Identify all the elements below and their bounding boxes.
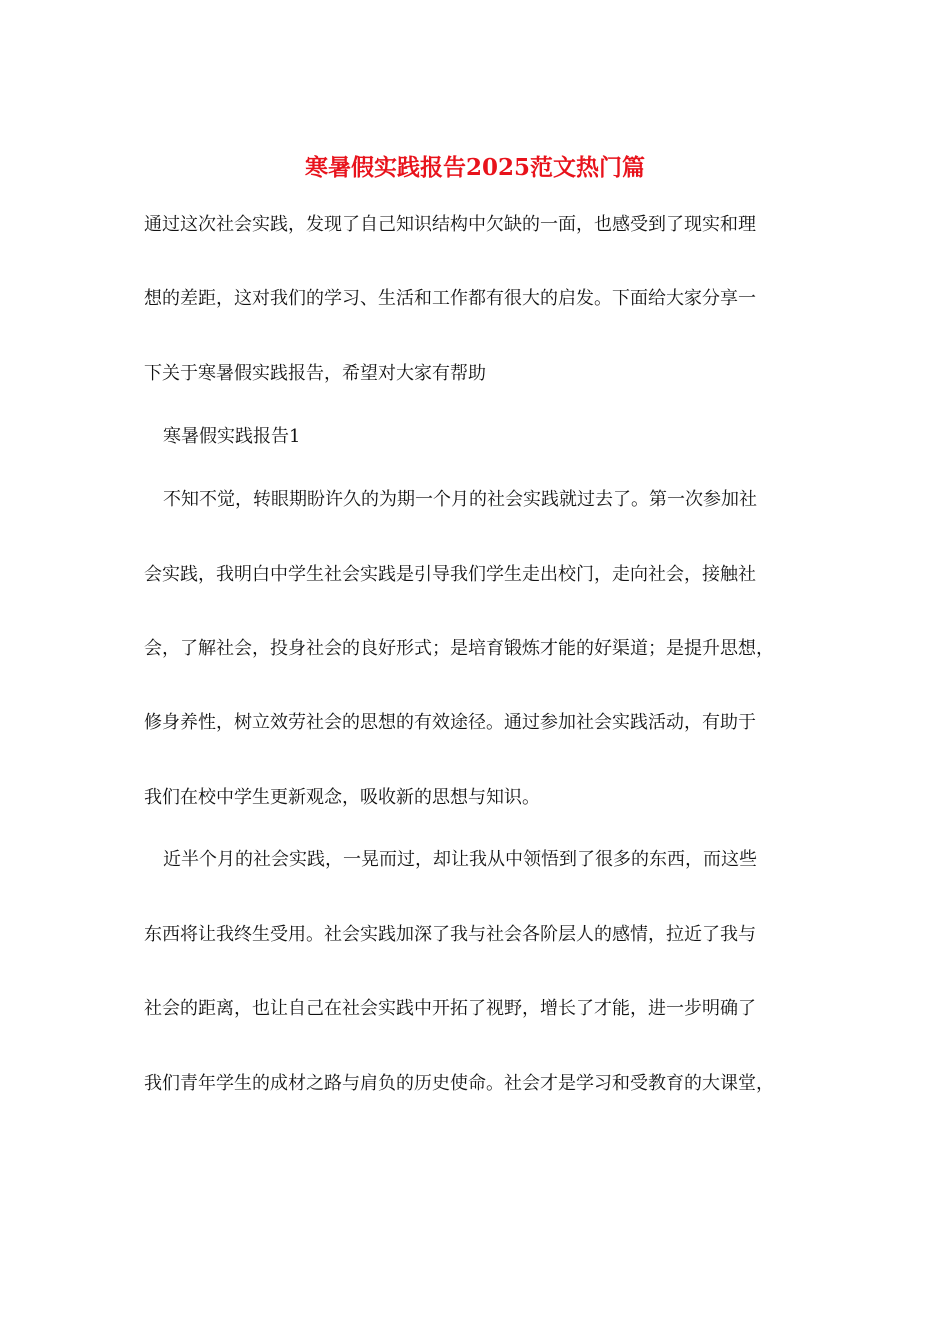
intro-line: 通过这次社会实践，发现了自己知识结构中欠缺的一面，也感受到了现实和理 [144,214,756,235]
paragraph-line: 社会的距离，也让自己在社会实践中开拓了视野，增长了才能，进一步明确了 [144,998,756,1019]
paragraph-line: 修身养性，树立效劳社会的思想的有效途径。通过参加社会实践活动，有助于 [144,712,756,733]
paragraph-line: 会实践，我明白中学生社会实践是引导我们学生走出校门，走向社会，接触社 [144,564,756,585]
section-heading: 寒暑假实践报告1 [163,426,301,447]
intro-line: 想的差距，这对我们的学习、生活和工作都有很大的启发。下面给大家分享一 [144,288,756,309]
paragraph-line: 会，了解社会，投身社会的良好形式；是培育锻炼才能的好渠道；是提升思想， [144,638,774,659]
paragraph-line: 不知不觉，转眼期盼许久的为期一个月的社会实践就过去了。第一次参加社 [163,489,757,510]
paragraph-line: 近半个月的社会实践，一晃而过，却让我从中领悟到了很多的东西，而这些 [163,849,757,870]
paragraph-line: 我们在校中学生更新观念，吸收新的思想与知识。 [144,787,540,808]
document-title: 寒暑假实践报告2025范文热门篇 [304,154,645,181]
paragraph-line: 我们青年学生的成材之路与肩负的历史使命。社会才是学习和受教育的大课堂， [144,1073,774,1094]
paragraph-line: 东西将让我终生受用。社会实践加深了我与社会各阶层人的感情，拉近了我与 [144,924,756,945]
intro-line: 下关于寒暑假实践报告，希望对大家有帮助 [144,363,486,384]
